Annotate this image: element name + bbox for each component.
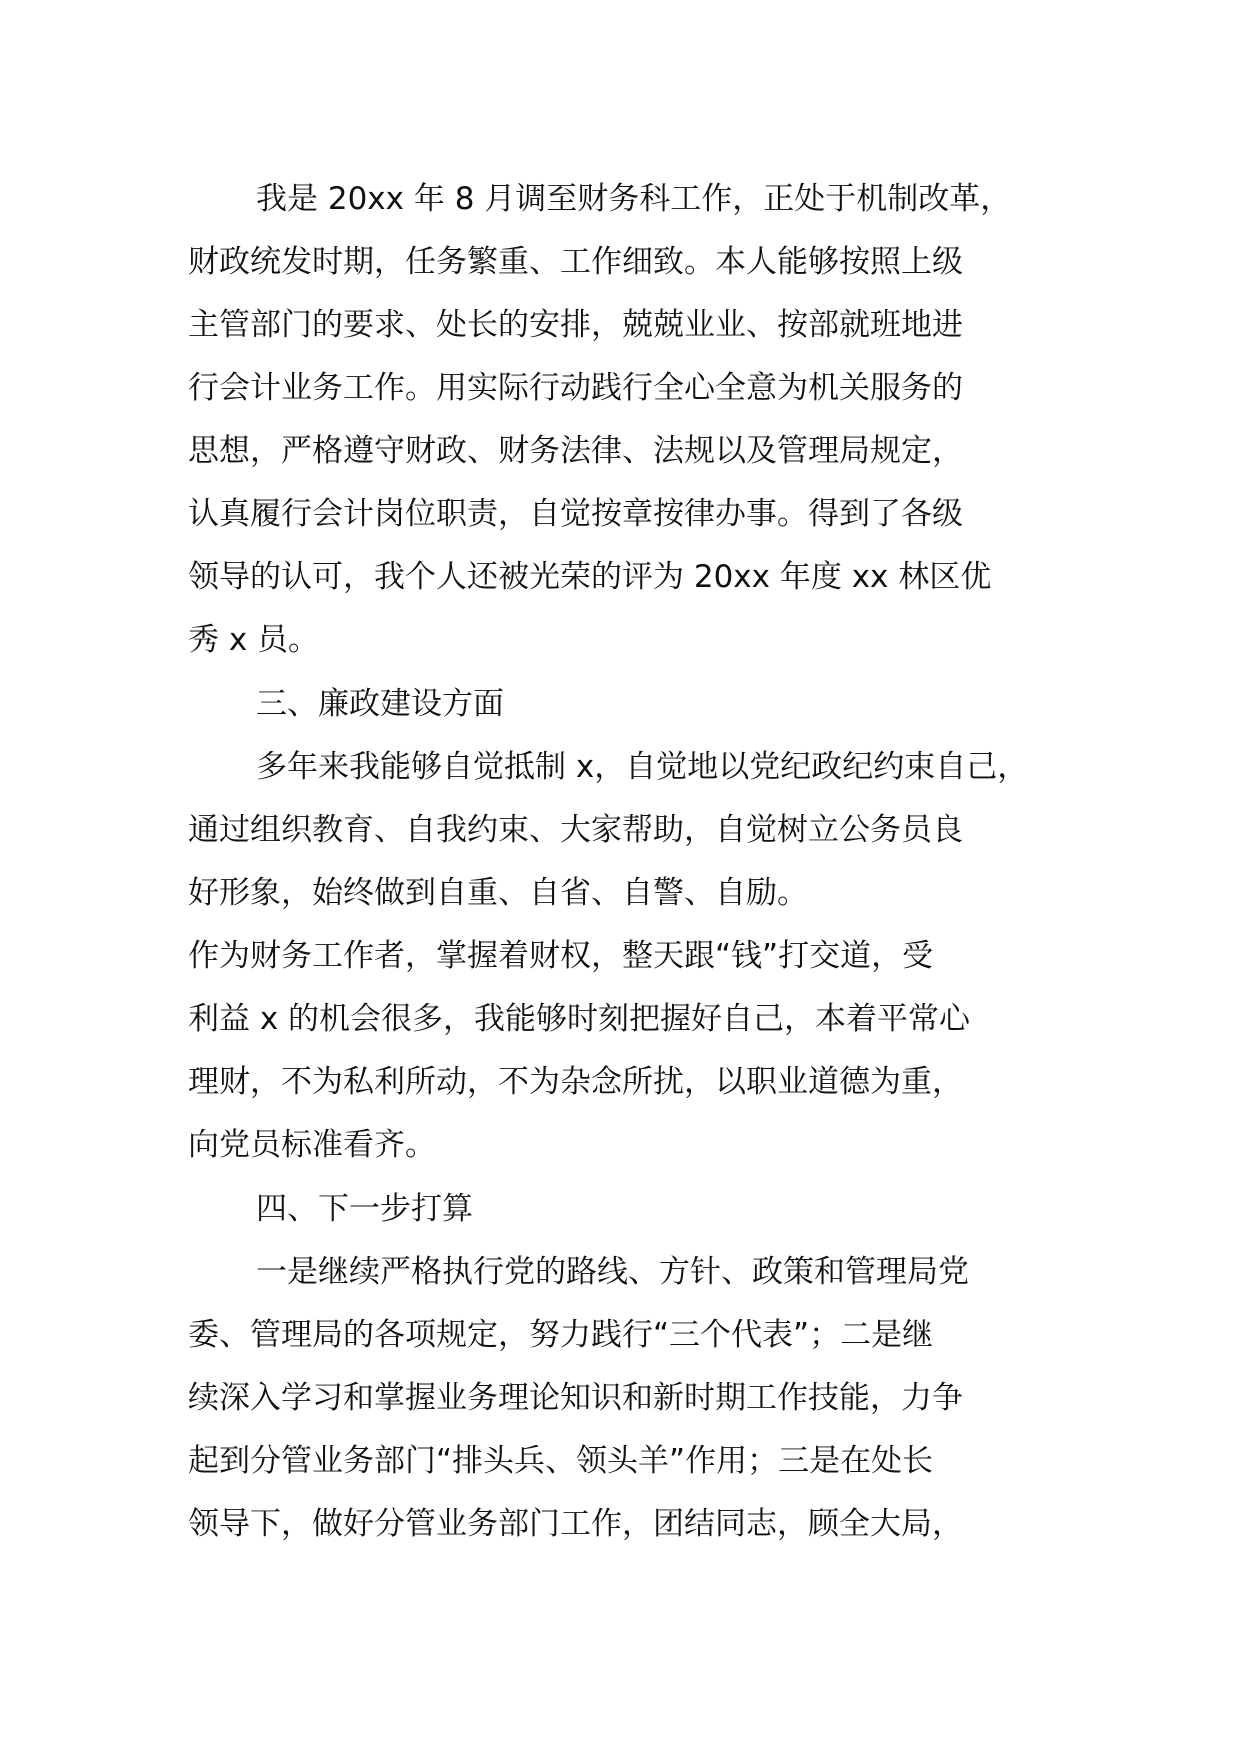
paragraph-line: 好形象，始终做到自重、自省、自警、自励。 (188, 875, 808, 911)
section-heading: 三、廉政建设方面 (256, 686, 504, 722)
paragraph-line: 作为财务工作者，掌握着财权，整天跟“钱”打交道，受 (188, 938, 934, 974)
paragraph-line: 领导的认可，我个人还被光荣的评为 20xx 年度 xx 林区优 (188, 559, 992, 595)
paragraph-line: 委、管理局的各项规定，努力践行“三个代表”；二是继 (188, 1317, 934, 1353)
paragraph-line: 秀 x 员。 (188, 622, 320, 658)
paragraph-line: 理财，不为私利所动，不为杂念所扰，以职业道德为重， (188, 1064, 963, 1100)
paragraph-line: 思想，严格遵守财政、财务法律、法规以及管理局规定， (188, 433, 963, 469)
paragraph-line: 行会计业务工作。用实际行动践行全心全意为机关服务的 (188, 370, 963, 406)
paragraph-line: 起到分管业务部门“排头兵、领头羊”作用；三是在处长 (188, 1443, 934, 1479)
paragraph-line: 多年来我能够自觉抵制 x，自觉地以党纪政纪约束自己， (256, 749, 1029, 785)
paragraph-line: 向党员标准看齐。 (188, 1127, 436, 1163)
paragraph-line: 续深入学习和掌握业务理论知识和新时期工作技能，力争 (188, 1380, 963, 1416)
paragraph-line: 主管部门的要求、处长的安排，兢兢业业、按部就班地进 (188, 307, 963, 343)
paragraph-line: 我是 20xx 年 8 月调至财务科工作，正处于机制改革， (256, 181, 1012, 217)
paragraph-line: 一是继续严格执行党的路线、方针、政策和管理局党 (256, 1254, 969, 1290)
paragraph-line: 财政统发时期，任务繁重、工作细致。本人能够按照上级 (188, 244, 963, 280)
paragraph-line: 领导下，做好分管业务部门工作，团结同志，顾全大局， (188, 1506, 963, 1542)
section-heading: 四、下一步打算 (256, 1191, 473, 1227)
paragraph-line: 认真履行会计岗位职责，自觉按章按律办事。得到了各级 (188, 496, 963, 532)
paragraph-line: 通过组织教育、自我约束、大家帮助，自觉树立公务员良 (188, 812, 963, 848)
paragraph-line: 利益 x 的机会很多，我能够时刻把握好自己，本着平常心 (188, 1001, 971, 1037)
